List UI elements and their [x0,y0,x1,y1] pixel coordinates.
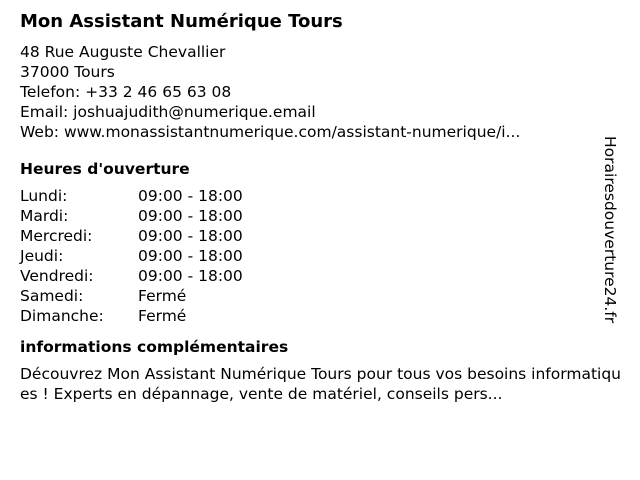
hours-row-monday [20,186,620,206]
hours-row-saturday [20,286,620,306]
address-street: 48 Rue Auguste Chevallier [20,43,226,61]
address-city: 37000 Tours [20,63,115,81]
info-description: Découvrez Mon Assistant Numérique Tours pour tous vos besoins informatiques ! Experts en dépannage, vente de matériel, conseils pers... [20,365,621,403]
time-value: 09:00 - 18:00 [138,187,243,205]
hours-row-sunday [20,306,620,326]
day-label: Vendredi: [20,267,94,285]
time-value: Fermé [138,287,187,305]
day-label: Samedi: [20,287,84,305]
time-value: 09:00 - 18:00 [138,207,243,225]
hours-heading: Heures d'ouverture [20,160,190,178]
info-heading: informations complémentaires [20,338,289,356]
time-value: 09:00 - 18:00 [138,227,243,245]
site-watermark: Horairesdouverture24.fr [601,136,619,324]
email-line[interactable]: Email: joshuajudith@numerique.email [20,103,316,121]
business-card [20,10,620,404]
day-label: Lundi: [20,187,68,205]
day-label: Jeudi: [20,247,64,265]
hours-table [20,186,620,326]
time-value: Fermé [138,307,187,325]
time-value: 09:00 - 18:00 [138,247,243,265]
day-label: Mercredi: [20,227,93,245]
hours-row-friday [20,266,620,286]
hours-row-tuesday [20,206,620,226]
time-value: 09:00 - 18:00 [138,267,243,285]
phone-line[interactable]: Telefon: +33 2 46 65 63 08 [20,83,232,101]
day-label: Mardi: [20,207,69,225]
hours-row-thursday [20,246,620,266]
web-line[interactable]: Web: www.monassistantnumerique.com/assistant-numerique/i... [20,123,521,141]
day-label: Dimanche: [20,307,104,325]
hours-row-wednesday [20,226,620,246]
business-name: Mon Assistant Numérique Tours [20,11,343,32]
